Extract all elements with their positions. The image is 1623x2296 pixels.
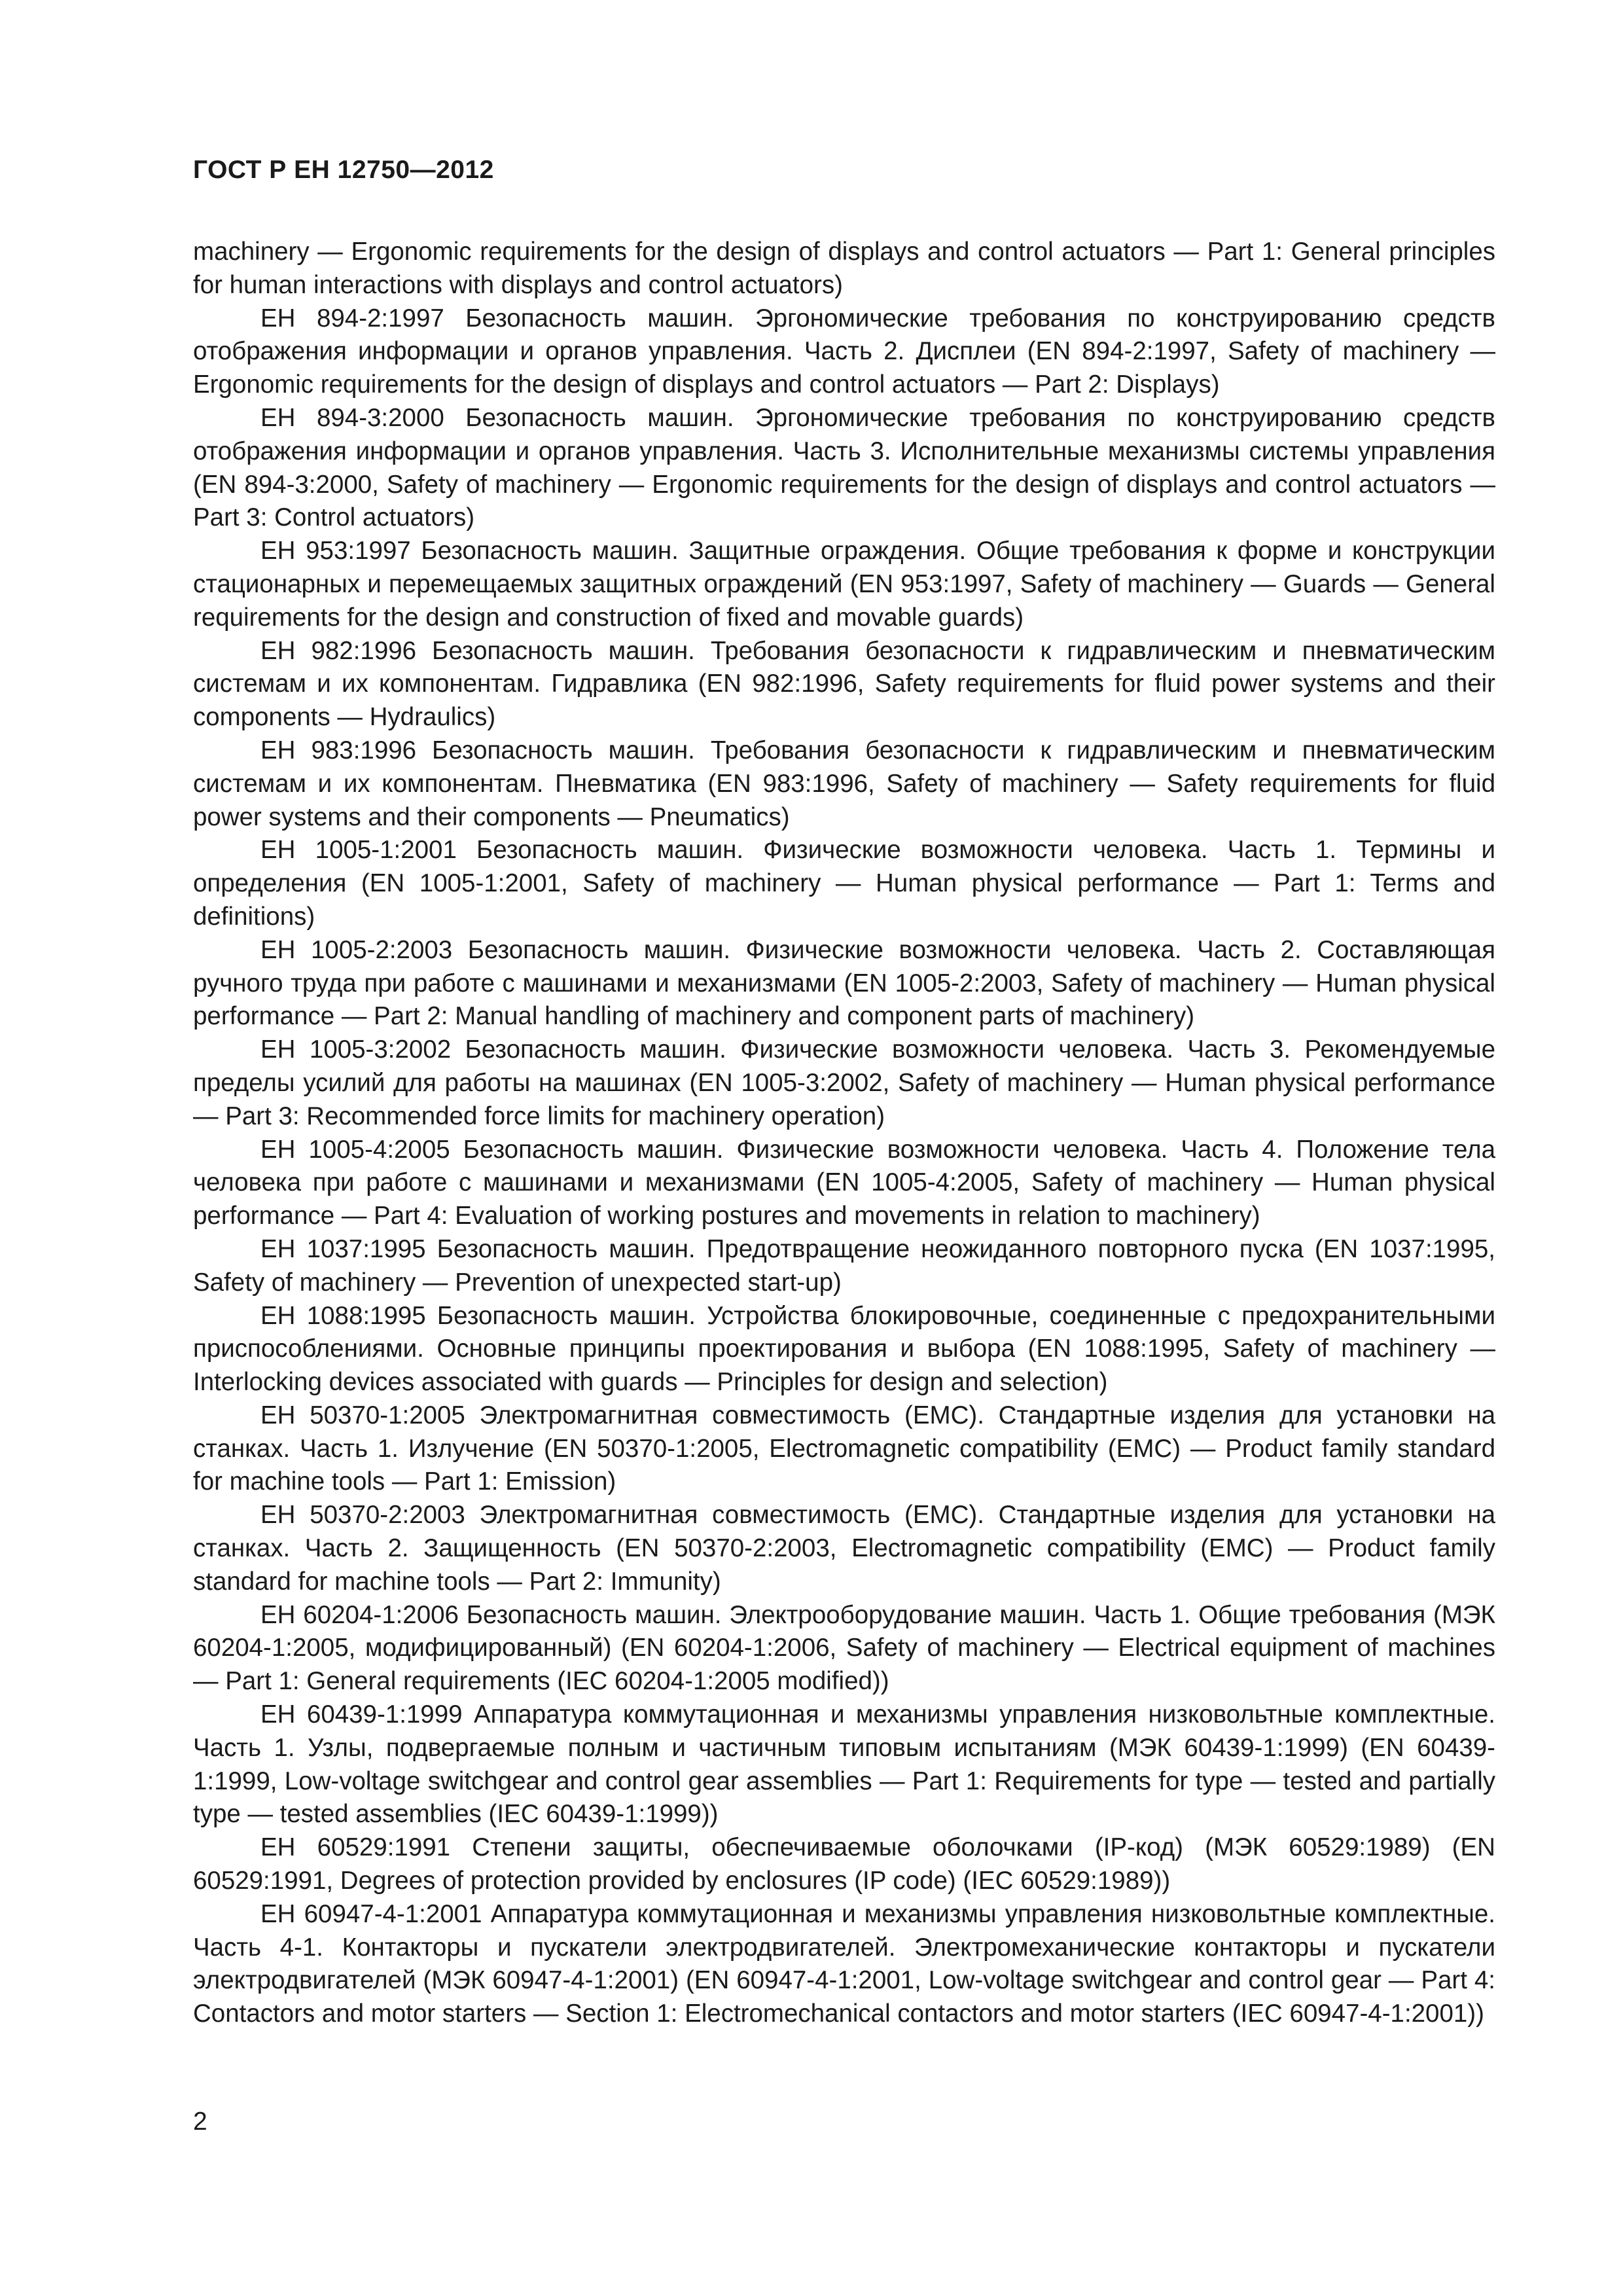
reference-en-1037: ЕН 1037:1995 Безопасность машин. Предотвращение неожиданного повторного пуска (EN 1037:1995, Safety of machinery — Prevention of unexpected start-up) [193, 1234, 1495, 1297]
reference-en-953: ЕН 953:1997 Безопасность машин. Защитные ограждения. Общие требования к форме и конструкции стационарных и перемещаемых защитных ограждений (EN 953:1997, Safety of machinery — Guards — General requirements for the design and construction of fixed and movable guards) [193, 537, 1495, 632]
page-header-title: ГОСТ Р ЕН 12750—2012 [193, 156, 494, 184]
reference-en-60529: ЕН 60529:1991 Степени защиты, обеспечиваемые оболочками (IP-код) (МЭК 60529:1989) (EN 60529:1991, Degrees of protection provided by enclosures (IP code) (IEC 60529:1989)) [193, 1833, 1495, 1895]
document-body [193, 236, 1495, 2031]
reference-en-982: ЕН 982:1996 Безопасность машин. Требования безопасности к гидравлическим и пневматическим системам и их компонентам. Гидравлика (EN 982:1996, Safety requirements for fluid power systems and their components — Hydraulics) [193, 636, 1495, 732]
page-number: 2 [193, 2108, 207, 2136]
reference-en-894-3: ЕН 894-3:2000 Безопасность машин. Эргономические требования по конструированию средств отображения информации и органов управления. Часть 3. Исполнительные механизмы системы управления (EN 894-3:2000, Safety of machinery — Ergonomic requirements for the design of displays and control actuators — Part 3: Control actuators) [193, 403, 1495, 532]
paragraph-continuation: machinery — Ergonomic requirements for the design of displays and control actuators — Part 1: General principles for human interactions with displays and control actuators) [193, 238, 1495, 299]
reference-en-60947-4-1: ЕН 60947-4-1:2001 Аппаратура коммутационная и механизмы управления низковольтные комплектные. Часть 4-1. Контакторы и пускатели электродвигателей. Электромеханические контакторы и пускатели электродвигателей (МЭК 60947-4-1:2001) (EN 60947-4-1:2001, Low-voltage switchgear and control gear — Part 4: Contactors and motor starters — Section 1: Electromechanical contactors and motor starters (IEC 60947-4-1:2001)) [193, 1899, 1495, 2028]
reference-en-1005-3: ЕН 1005-3:2002 Безопасность машин. Физические возможности человека. Часть 3. Рекомендуемые пределы усилий для работы на машинах (EN 1005-3:2002, Safety of machinery — Human physical performance — Part 3: Recommended force limits for machinery operation) [193, 1035, 1495, 1130]
reference-en-1005-4: ЕН 1005-4:2005 Безопасность машин. Физические возможности человека. Часть 4. Положение тела человека при работе с машинами и механизмами (EN 1005-4:2005, Safety of machinery — Human physical performance — Part 4: Evaluation of working postures and movements in relation to machinery) [193, 1135, 1495, 1230]
reference-en-50370-2: ЕН 50370-2:2003 Электромагнитная совместимость (ЕМС). Стандартные изделия для установки на станках. Часть 2. Защищенность (EN 50370-2:2003, Electromagnetic compatibility (EMC) — Product family standard for machine tools — Part 2: Immunity) [193, 1501, 1495, 1596]
reference-en-50370-1: ЕН 50370-1:2005 Электромагнитная совместимость (ЕМС). Стандартные изделия для установки на станках. Часть 1. Излучение (EN 50370-1:2005, Electromagnetic compatibility (EMC) — Product family standard for machine tools — Part 1: Emission) [193, 1401, 1495, 1496]
reference-en-894-2: ЕН 894-2:1997 Безопасность машин. Эргономические требования по конструированию средств отображения информации и органов управления. Часть 2. Дисплеи (EN 894-2:1997, Safety of machinery — Ergonomic requirements for the design of displays and control actuators — Part 2: Displays) [193, 304, 1495, 399]
reference-en-1088: ЕН 1088:1995 Безопасность машин. Устройства блокировочные, соединенные с предохранительными приспособлениями. Основные принципы проектирования и выбора (EN 1088:1995, Safety of machinery — Interlocking devices associated with guards — Principles for design and selection) [193, 1301, 1495, 1397]
reference-en-983: ЕН 983:1996 Безопасность машин. Требования безопасности к гидравлическим и пневматическим системам и их компонентам. Пневматика (EN 983:1996, Safety of machinery — Safety requirements for fluid power systems and their components — Pneumatics) [193, 736, 1495, 831]
reference-en-1005-1: ЕН 1005-1:2001 Безопасность машин. Физические возможности человека. Часть 1. Термины и определения (EN 1005-1:2001, Safety of machinery — Human physical performance — Part 1: Terms and definitions) [193, 836, 1495, 931]
reference-en-1005-2: ЕН 1005-2:2003 Безопасность машин. Физические возможности человека. Часть 2. Составляющая ручного труда при работе с машинами и механизмами (EN 1005-2:2003, Safety of machinery — Human physical performance — Part 2: Manual handling of machinery and component parts of machinery) [193, 935, 1495, 1031]
reference-en-60204-1: ЕН 60204-1:2006 Безопасность машин. Электрооборудование машин. Часть 1. Общие требования (МЭК 60204-1:2005, модифицированный) (EN 60204-1:2006, Safety of machinery — Electrical equipment of machines — Part 1: General requirements (IEC 60204-1:2005 modified)) [193, 1600, 1495, 1696]
reference-en-60439-1: ЕН 60439-1:1999 Аппаратура коммутационная и механизмы управления низковольтные комплектные. Часть 1. Узлы, подвергаемые полным и частичным типовым испытаниям (МЭК 60439-1:1999) (EN 60439-1:1999, Low-voltage switchgear and control gear assemblies — Part 1: Requirements for type — tested and partially type — tested assemblies (IEC 60439-1:1999)) [193, 1700, 1495, 1829]
